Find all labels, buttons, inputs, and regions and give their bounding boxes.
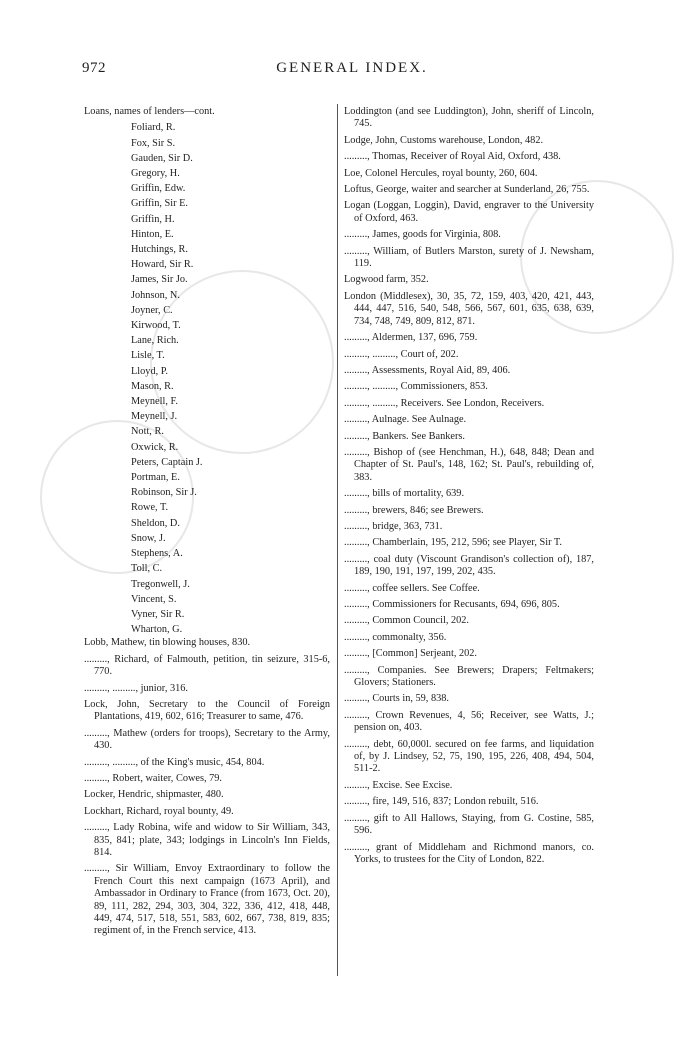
lender-name: Lloyd, P. bbox=[131, 365, 168, 377]
lender-name: Tregonwell, J. bbox=[131, 578, 190, 590]
column-divider bbox=[337, 104, 338, 976]
index-entry: ........., Aldermen, 137, 696, 759. bbox=[344, 332, 478, 344]
index-entry: Lockhart, Richard, royal bounty, 49. bbox=[84, 805, 234, 817]
index-entry: ........., brewers, 846; see Brewers. bbox=[344, 504, 484, 516]
lender-name: Vyner, Sir R. bbox=[131, 608, 185, 620]
lender-name: Fox, Sir S. bbox=[131, 137, 176, 149]
lender-name: Johnson, N. bbox=[131, 289, 180, 301]
index-entry: Locker, Hendric, shipmaster, 480. bbox=[84, 789, 224, 801]
index-entry: Loans, names of lenders—cont. bbox=[84, 106, 215, 117]
index-entry: ........., Robert, waiter, Cowes, 79. bbox=[84, 772, 223, 784]
index-entry: ........., debt, 60,000l. secured on fee farms, and liquidation of, by J. Lindsey, 52, 75, 190, 195, 226, 408, 494, 504, 511-2. bbox=[344, 738, 594, 775]
lender-name: Lisle, T. bbox=[131, 350, 165, 362]
index-entry: ........., Courts in, 59, 838. bbox=[344, 693, 449, 705]
left-column bbox=[84, 106, 330, 942]
index-entry: Lobb, Mathew, tin blowing houses, 830. bbox=[84, 637, 251, 649]
lender-name: Meynell, J. bbox=[131, 411, 178, 423]
lender-name: Toll, C. bbox=[131, 563, 163, 575]
index-entry: ........., Companies. See Brewers; Drapers; Feltmakers; Glovers; Stationers. bbox=[344, 664, 594, 689]
index-entry: ........., Assessments, Royal Aid, 89, 406. bbox=[344, 364, 511, 376]
index-entry: Loddington (and see Luddington), John, sheriff of Lincoln, 745. bbox=[344, 106, 594, 130]
lender-name: Stephens, A. bbox=[131, 548, 183, 560]
index-entry: ........., James, goods for Virginia, 808. bbox=[344, 229, 501, 241]
index-entry: ........., Richard, of Falmouth, petition, tin seizure, 315-6, 770. bbox=[84, 653, 330, 678]
index-entry: ........., Common Council, 202. bbox=[344, 615, 469, 627]
index-entry: ........., fire, 149, 516, 837; London rebuilt, 516. bbox=[344, 796, 539, 808]
index-entry: ........., Chamberlain, 195, 212, 596; see Player, Sir T. bbox=[344, 537, 562, 549]
page-number: 972 bbox=[82, 60, 106, 76]
lender-name: Griffin, Edw. bbox=[131, 183, 186, 195]
index-entry: ........., ........., Court of, 202. bbox=[344, 348, 459, 360]
page-header bbox=[82, 60, 622, 82]
index-entry: ........., Crown Revenues, 4, 56; Receiver, see Watts, J.; pension on, 403. bbox=[344, 709, 594, 734]
lender-name: Wharton, G. bbox=[131, 624, 183, 636]
index-entry: ........., Sir William, Envoy Extraordinary to follow the French Court this next campaign (1673 April), and Ambassador in Ordinary to France (from 1673, Oct. 20), 89, 111, 282, 294, 303, 304, 322, 336, 412, 418, 448, 449, 474, 517, 518, 551, 583, 602, 667, 738, 819, 835; regiment of, in the French service, 413. bbox=[84, 863, 330, 937]
page-title: GENERAL INDEX. bbox=[276, 60, 428, 76]
lender-name: Meynell, F. bbox=[131, 396, 178, 408]
index-entry: ........., Excise. See Excise. bbox=[344, 779, 453, 791]
left-entries-list bbox=[84, 637, 330, 938]
index-entry: ........., commonalty, 356. bbox=[344, 631, 447, 643]
index-entry: ........., bills of mortality, 639. bbox=[344, 488, 465, 500]
lender-name: Griffin, H. bbox=[131, 213, 175, 225]
lender-name: Rowe, T. bbox=[131, 502, 169, 514]
index-entry: London (Middlesex), 30, 35, 72, 159, 403, 420, 421, 443, 444, 447, 516, 540, 548, 566, 567, 601, 635, 638, 639, 734, 748, 749, 809, 812, 871. bbox=[344, 290, 594, 327]
lender-name: Portman, E. bbox=[131, 472, 180, 484]
index-entry: ........., Thomas, Receiver of Royal Aid, Oxford, 438. bbox=[344, 151, 561, 163]
lender-name: Vincent, S. bbox=[131, 593, 177, 605]
index-entry: ........., Aulnage. See Aulnage. bbox=[344, 414, 467, 426]
index-entry: ........., coal duty (Viscount Grandison's collection of), 187, 189, 190, 191, 197, 199, 202, 435. bbox=[344, 553, 594, 578]
index-entry: ........., coffee sellers. See Coffee. bbox=[344, 582, 480, 594]
lender-name: Nott, R. bbox=[131, 426, 164, 438]
right-entries-list bbox=[344, 106, 594, 866]
index-entry: ........., ........., junior, 316. bbox=[84, 682, 188, 694]
lender-name: Gauden, Sir D. bbox=[131, 152, 193, 164]
lender-name: Joyner, C. bbox=[131, 304, 173, 316]
index-entry: ........., gift to All Hallows, Staying, from G. Costine, 585, 596. bbox=[344, 812, 594, 837]
lenders-list bbox=[84, 120, 330, 637]
lender-name: Mason, R. bbox=[131, 380, 174, 392]
lender-name: Foliard, R. bbox=[131, 122, 176, 134]
index-entry: ........., Mathew (orders for troops), Secretary to the Army, 430. bbox=[84, 727, 330, 752]
lender-name: Oxwick, R. bbox=[131, 441, 179, 453]
lender-name: Hinton, E. bbox=[131, 228, 174, 240]
index-entry: Logwood farm, 352. bbox=[344, 274, 429, 286]
index-entry: Loe, Colonel Hercules, royal bounty, 260, 604. bbox=[344, 167, 538, 179]
lender-name: Robinson, Sir J. bbox=[131, 487, 197, 499]
index-entry: ........., ........., Commissioners, 853. bbox=[344, 381, 488, 393]
index-entry: ........., Lady Robina, wife and widow to Sir William, 343, 835, 841; plate, 343; lodgings in Lincoln's Inn Fields, 814. bbox=[84, 822, 330, 858]
index-entry: ........., ........., of the King's music, 454, 804. bbox=[84, 756, 265, 768]
index-entry: ........., Bankers. See Bankers. bbox=[344, 430, 465, 442]
lender-name: Griffin, Sir E. bbox=[131, 198, 189, 210]
lender-name: Lane, Rich. bbox=[131, 335, 179, 347]
lender-name: Sheldon, D. bbox=[131, 517, 180, 529]
lender-name: Kirwood, T. bbox=[131, 320, 181, 332]
lender-name: James, Sir Jo. bbox=[131, 274, 188, 286]
lender-name: Peters, Captain J. bbox=[131, 456, 203, 468]
index-entry: ........., grant of Middleham and Richmond manors, co. Yorks, to trustees for the City of London, 822. bbox=[344, 841, 594, 865]
lender-name: Gregory, H. bbox=[131, 168, 180, 180]
lender-name: Hutchings, R. bbox=[131, 244, 188, 256]
index-entry: ........., bridge, 363, 731. bbox=[344, 520, 443, 532]
index-entry: ........., ........., Receivers. See London, Receivers. bbox=[344, 397, 545, 409]
lender-name: Snow, J. bbox=[131, 532, 166, 544]
index-entry: ........., Bishop of (see Henchman, H.), 648, 848; Dean and Chapter of St. Paul's, 148, 162; St. Paul's, rebuilding of, 383. bbox=[344, 446, 594, 483]
index-entry: ........., [Common] Serjeant, 202. bbox=[344, 648, 477, 660]
lender-name: Howard, Sir R. bbox=[131, 259, 194, 271]
index-entry: ........., Commissioners for Recusants, 694, 696, 805. bbox=[344, 599, 560, 610]
right-column bbox=[344, 106, 594, 870]
index-entry: Loftus, George, waiter and searcher at Sunderland, 26, 755. bbox=[344, 184, 590, 196]
index-entry: Logan (Loggan, Loggin), David, engraver to the University of Oxford, 463. bbox=[344, 200, 594, 224]
index-entry: Lock, John, Secretary to the Council of Foreign Plantations, 419, 602, 616; Treasurer to same, 476. bbox=[84, 698, 330, 723]
index-entry: Lodge, John, Customs warehouse, London, 482. bbox=[344, 134, 544, 146]
index-entry: ........., William, of Butlers Marston, surety of J. Newsham, 119. bbox=[344, 245, 594, 270]
